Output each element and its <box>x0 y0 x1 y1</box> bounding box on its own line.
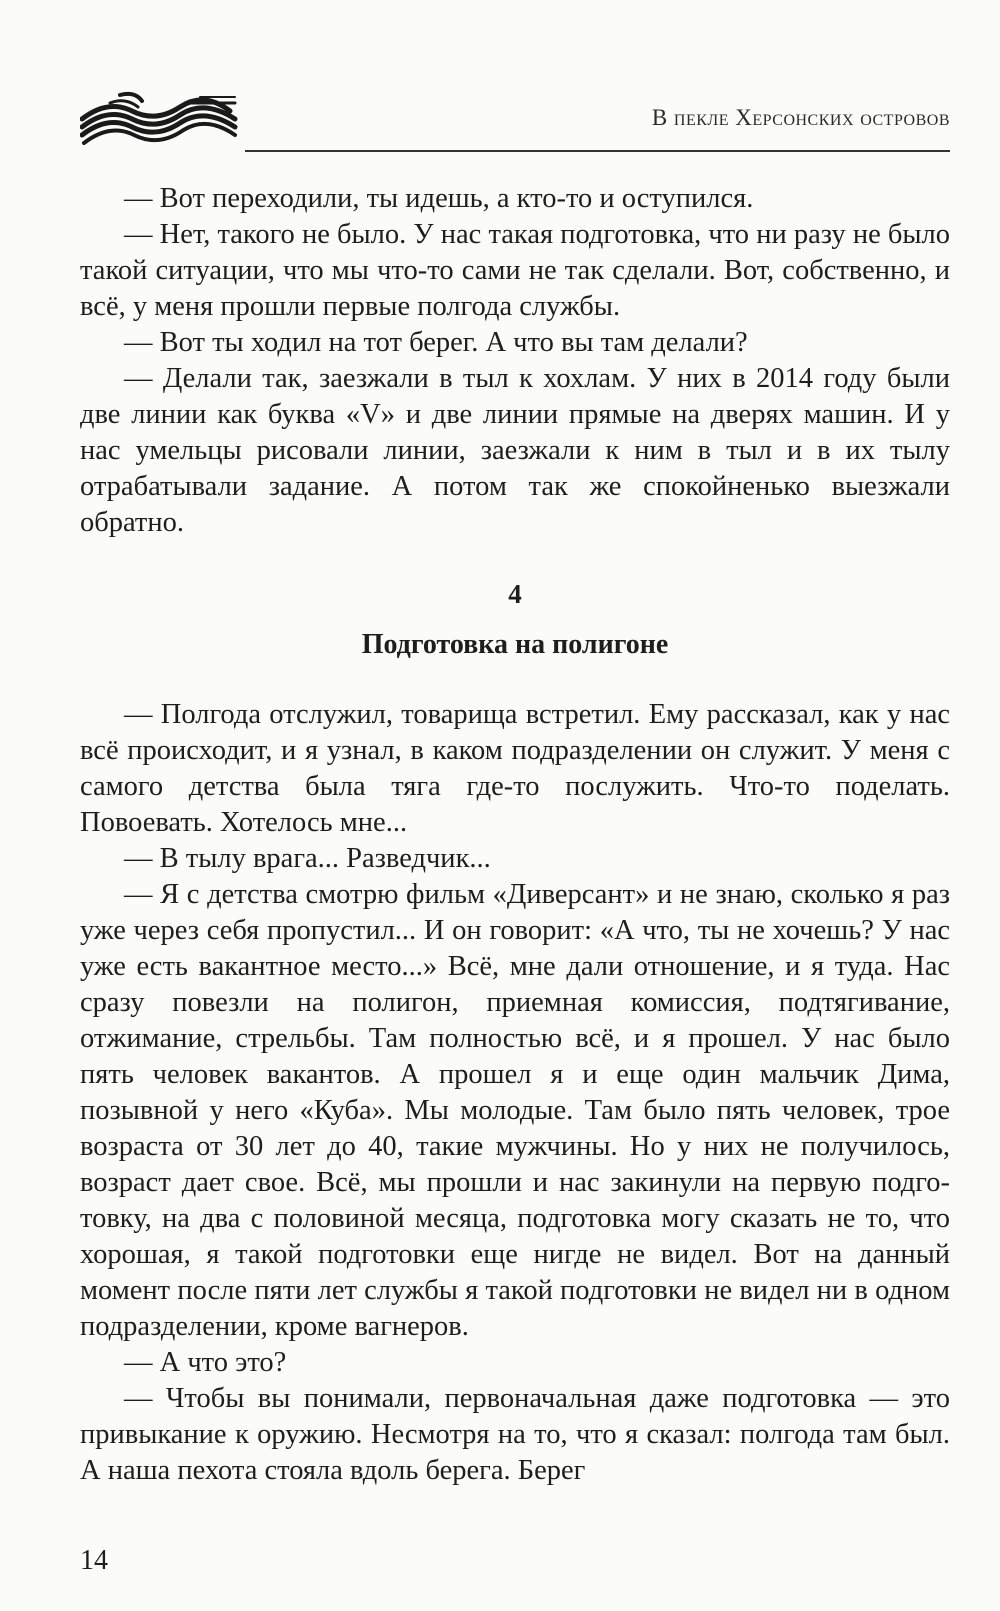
paragraph: — Вот ты ходил на тот берег. А что вы там делали? <box>124 327 748 358</box>
paragraph: — А что это? <box>124 1347 287 1378</box>
waving-flag-icon <box>80 89 240 149</box>
chapter-number: 4 <box>508 579 522 609</box>
chapter-title: Подготовка на полигоне <box>361 629 669 660</box>
paragraph: — Чтобы вы понимали, первоначальная даже подготовка — это привыкание к оружию. Несмотря на то, что я сказал: полгода там был. А наша пехота стояла вдоль берега. Берег <box>80 1383 950 1486</box>
paragraph: — Нет, такого не было. У нас такая подготовка, что ни разу не было такой ситуации, что мы что-то сами не так сделали. Вот, собственно, и всё, у меня прошли первые полгода службы. <box>80 219 950 322</box>
paragraph: — Вот переходили, ты идешь, а кто-то и оступился. <box>124 183 754 214</box>
running-title: В пекле Херсонских островов <box>651 105 950 130</box>
page-number: 14 <box>80 1545 108 1576</box>
running-header <box>80 85 950 155</box>
paragraph: — Я с детства смотрю фильм «Диверсант» и не знаю, сколько я раз уже через себя пропустил... И он говорит: «А что, ты не хочешь? У нас уже есть вакантное место...» Всё, мне дали отношение, и я туда. Нас сразу повезли на полигон, приемная комиссия, подтягивание, отжимание, стрельбы. Там полностью всё, и я прошел. У нас было пять человек вакантов. А прошел я и еще один мальчик Дима, позывной у него «Куба». Мы молодые. Там было пять человек, трое возраста от 30 лет до 40, такие мужчины. Но у них не получилось, возраст дает свое. Всё, мы прошли и нас закинули на первую подготовку, на два с половиной месяца, подготовка могу сказать не то, что хорошая, я такой подготовки еще нигде не видел. Вот на данный момент после пяти лет службы я такой подготовки не видел ни в одном подразделении, кроме вагнеров. <box>80 879 950 1342</box>
paragraph: — Полгода отслужил, товарища встретил. Ему рассказал, как у нас всё происходит, и я узнал, в каком подразделении он служит. У меня с самого детства была тяга где-то послужить. Что-то поделать. Повоевать. Хотелось мне... <box>80 699 950 838</box>
paragraph: — В тылу врага... Разведчик... <box>124 843 491 874</box>
chapter-text <box>80 697 950 1489</box>
paragraph: — Делали так, заезжали в тыл к хохлам. У них в 2014 году были две линии как буква «V» и две линии прямые на дверях машин. И у нас умельцы рисовали линии, заезжали к ним в тыл и в их тылу отрабатывали задание. А потом так же спокойненько выезжали обратно. <box>80 363 950 538</box>
text-block-before-chapter <box>80 181 950 541</box>
header-divider <box>245 150 950 152</box>
